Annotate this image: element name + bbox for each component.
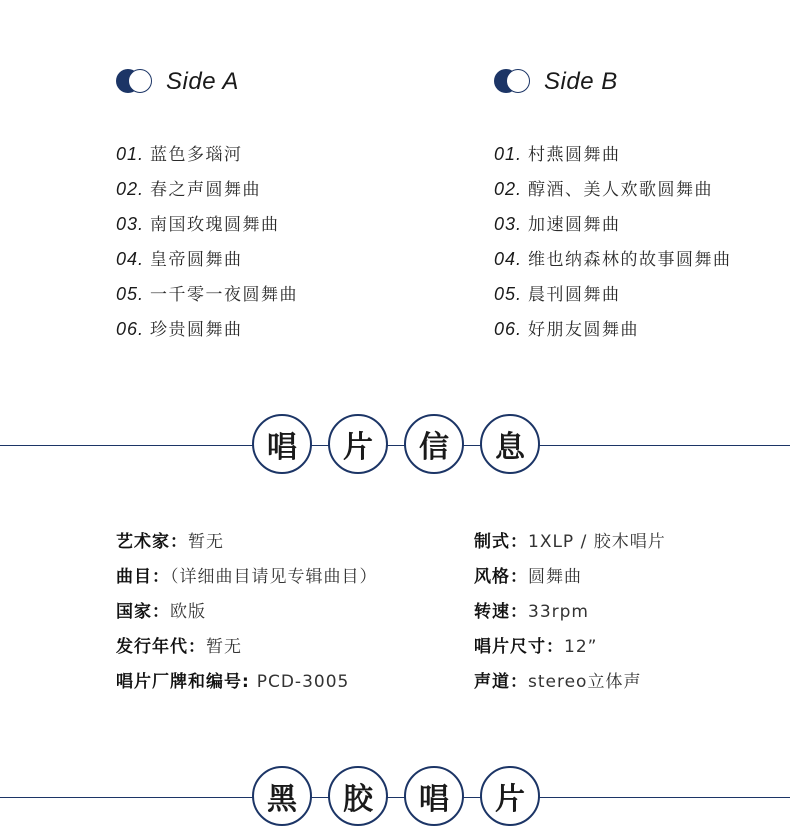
track-name: 春之声圆舞曲: [150, 180, 262, 200]
info-key: 转速：: [474, 602, 528, 622]
banner-char: 片: [328, 414, 388, 474]
info-right-column: [474, 530, 666, 705]
track-number: 01.: [494, 144, 523, 164]
track-number: 02.: [494, 179, 523, 199]
info-key: 制式：: [474, 532, 528, 552]
banner-char: 唱: [404, 766, 464, 826]
track-name: 村燕圆舞曲: [528, 145, 621, 165]
info-row: [116, 565, 378, 600]
track-name: 晨刊圆舞曲: [528, 285, 621, 305]
side-a-header: [116, 68, 239, 96]
info-key: 国家：: [116, 602, 170, 622]
track-number: 04.: [494, 249, 523, 269]
banner-char: 黑: [252, 766, 312, 826]
track-name: 珍贵圆舞曲: [150, 320, 243, 340]
info-row: [116, 600, 378, 635]
side-b-title: Side B: [544, 68, 618, 95]
track-item: [116, 283, 298, 318]
side-a-title: Side A: [166, 68, 239, 95]
banner-char: 胶: [328, 766, 388, 826]
track-number: 06.: [116, 319, 145, 339]
track-item: [116, 213, 298, 248]
track-item: [494, 318, 732, 353]
track-item: [494, 143, 732, 178]
track-name: 加速圆舞曲: [528, 215, 621, 235]
info-row: [474, 670, 666, 705]
side-a-track-list: [116, 143, 298, 353]
track-name: 醇酒、美人欢歌圆舞曲: [528, 180, 714, 200]
info-key: 唱片厂牌和编号:: [116, 672, 257, 692]
info-key: 艺术家：: [116, 532, 188, 552]
track-number: 02.: [116, 179, 145, 199]
track-item: [494, 248, 732, 283]
info-value: 1XLP / 胶木唱片: [528, 532, 666, 552]
track-item: [116, 143, 298, 178]
track-name: 好朋友圆舞曲: [528, 320, 640, 340]
info-value: stereo立体声: [528, 672, 642, 692]
info-row: [474, 600, 666, 635]
info-row: [474, 635, 666, 670]
track-number: 05.: [494, 284, 523, 304]
track-number: 03.: [116, 214, 145, 234]
info-value: 暂无: [206, 637, 242, 657]
track-item: [494, 178, 732, 213]
record-info-banner: [0, 414, 790, 478]
info-row: [474, 530, 666, 565]
side-b-dot-icon: [494, 68, 532, 96]
info-value: 圆舞曲: [528, 567, 582, 587]
track-number: 05.: [116, 284, 145, 304]
info-row: [116, 635, 378, 670]
info-value: 欧版: [170, 602, 206, 622]
track-number: 06.: [494, 319, 523, 339]
info-row: [116, 530, 378, 565]
track-item: [494, 213, 732, 248]
track-name: 蓝色多瑙河: [150, 145, 243, 165]
info-row: [116, 670, 378, 705]
info-value: （详细曲目请见专辑曲目）: [170, 567, 378, 587]
info-key: 唱片尺寸：: [474, 637, 564, 657]
side-b-track-list: [494, 143, 732, 353]
track-item: [494, 283, 732, 318]
info-key: 风格：: [474, 567, 528, 587]
banner-char: 片: [480, 766, 540, 826]
side-a-dot-icon: [116, 68, 154, 96]
info-key: 发行年代：: [116, 637, 206, 657]
info-value: 33rpm: [528, 602, 589, 622]
info-value: 暂无: [188, 532, 224, 552]
track-number: 01.: [116, 144, 145, 164]
track-name: 维也纳森林的故事圆舞曲: [528, 250, 732, 270]
info-value: 12”: [564, 637, 598, 657]
side-b-header: [494, 68, 618, 96]
info-key: 曲目：: [116, 567, 170, 587]
track-number: 04.: [116, 249, 145, 269]
info-key: 声道：: [474, 672, 528, 692]
track-name: 皇帝圆舞曲: [150, 250, 243, 270]
track-item: [116, 318, 298, 353]
info-row: [474, 565, 666, 600]
banner-char: 息: [480, 414, 540, 474]
track-name: 南国玫瑰圆舞曲: [150, 215, 280, 235]
track-item: [116, 248, 298, 283]
banner-char: 信: [404, 414, 464, 474]
vinyl-record-banner: [0, 766, 790, 830]
track-name: 一千零一夜圆舞曲: [150, 285, 299, 305]
track-item: [116, 178, 298, 213]
info-left-column: [116, 530, 378, 705]
track-number: 03.: [494, 214, 523, 234]
info-value: PCD-3005: [256, 672, 350, 692]
banner-char: 唱: [252, 414, 312, 474]
